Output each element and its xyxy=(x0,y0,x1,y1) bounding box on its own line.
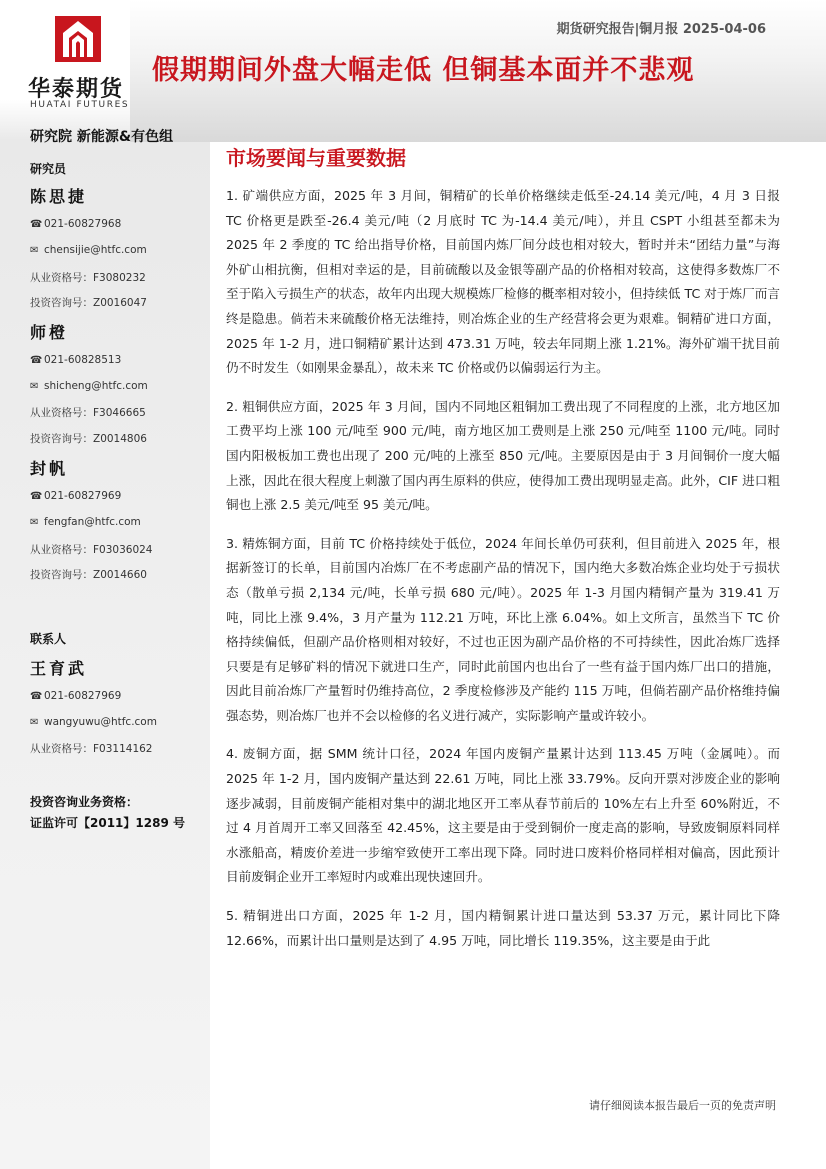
envelope-icon: ✉ xyxy=(30,245,39,256)
paragraph: 5. 精铜进出口方面，2025 年 1-2 月，国内精铜累计进口量达到 53.37 万元，累计同比下降 12.66%，而累计出口量则是达到了 4.95 万吨，同比增长 119.35%，这主要是由于此 xyxy=(226,908,780,948)
contact-phone: ☎ 021-60827969 xyxy=(30,690,122,702)
researcher-phone: ☎ 021-60828513 xyxy=(30,354,122,366)
contact-name: 王育武 xyxy=(30,659,88,678)
researcher-phone: ☎ 021-60827969 xyxy=(30,490,122,502)
department-label: 研究院 新能源&有色组 xyxy=(30,129,174,145)
section-title: 市场要闻与重要数据 xyxy=(226,146,406,170)
phone-icon: ☎ xyxy=(30,691,43,702)
researcher-qualification: 从业资格号：F03036024 xyxy=(30,544,153,556)
envelope-icon: ✉ xyxy=(30,717,39,728)
logo-name-en: HUATAI FUTURES xyxy=(30,100,130,110)
report-tag: 期货研究报告|铜月报 2025-04-06 xyxy=(556,22,766,37)
paragraph: 4. 废铜方面，据 SMM 统计口径，2024 年国内废铜产量累计达到 113.45 万吨（金属吨）。而 2025 年 1-2 月，国内废铜产量达到 22.61 万吨，同比上涨 33.79%。反向开票对涉废企业的影响逐步减弱，目前废铜产能相对集中的湖北地区开工率从春节前后的 10%左右上升至 60%附近，不过 4 月首周开工率又回落至 42.45%，这主要是由于受到铜价一度走高的影响，导致废铜原料同样水涨船高，精废价差进一步缩窄致使开工率出现下降。同时进口废料价格同样相对偏高，因此预计目前废铜企业开工率短时内或难出现快速回升。 xyxy=(226,746,780,885)
license-number: 证监许可【2011】1289 号 xyxy=(30,816,185,830)
researcher-consult-number: 投资咨询号：Z0016047 xyxy=(30,297,147,309)
paragraph: 3. 精炼铜方面，目前 TC 价格持续处于低位，2024 年间长单仍可获利，但目前进入 2025 年，根据新签订的长单，目前国内冶炼厂在不考虑副产品的情况下，国内绝大多数冶炼企业均处于亏损状态（散单亏损 2,134 元/吨，长单亏损 680 元/吨）。2025 年 1-3 月国内精铜产量为 319.41 万吨，同比上涨 9.4%，3 月产量为 112.21 万吨，环比上涨 6.04%。如上文所言，虽然当下 TC 价格持续偏低，但副产品价格则相对较好，不过也正因为副产品价格的不可持续性，因此冶炼厂选择只要是有足够矿料的情况下就进口生产，同时此前国内也出台了一些有益于国内炼厂出口的措施，因此目前冶炼厂产量暂时仍维持高位，2 季度检修涉及产能约 115 万吨，但倘若副产品价格维持偏强态势，则冶炼厂也并不会以检修的名义进行减产，实际影响产量或许较小。 xyxy=(226,535,780,723)
license-title: 投资咨询业务资格： xyxy=(30,795,139,809)
paragraph: 2. 粗铜供应方面，2025 年 3 月间，国内不同地区粗铜加工费出现了不同程度的上涨，北方地区加工费平均上涨 100 元/吨至 900 元/吨，南方地区加工费则是上涨 250 元/吨至 1100 元/吨。同时国内阳极板加工费也出现了 200 元/吨的上涨至 850 元/吨。主要原因是由于 3 月间铜价一度大幅上涨，因此在很大程度上刺激了国内再生原料的供应，使得加工费出现明显走高。此外，CIF 进口粗铜也上涨 2.5 美元/吨至 95 美元/吨。 xyxy=(226,398,780,513)
disclaimer-note: 请仔细阅读本报告最后一页的免责声明 xyxy=(589,1099,776,1112)
company-logo xyxy=(28,16,128,112)
researcher-name: 陈思捷 xyxy=(30,187,88,206)
researcher-qualification: 从业资格号：F3080232 xyxy=(30,272,146,284)
researcher-name: 封帆 xyxy=(30,459,69,478)
researcher-email: ✉ fengfan@htfc.com xyxy=(30,516,141,528)
contact-label: 联系人 xyxy=(30,632,67,646)
researcher-label: 研究员 xyxy=(30,162,67,176)
report-title: 假期期间外盘大幅走低 但铜基本面并不悲观 xyxy=(152,55,695,86)
huatai-logo-icon xyxy=(55,16,101,62)
phone-icon: ☎ xyxy=(30,219,43,230)
article-body xyxy=(226,184,780,967)
researcher-phone: ☎ 021-60827968 xyxy=(30,218,122,230)
envelope-icon: ✉ xyxy=(30,381,39,392)
phone-icon: ☎ xyxy=(30,491,43,502)
researcher-email: ✉ shicheng@htfc.com xyxy=(30,380,148,392)
contact-email: ✉ wangyuwu@htfc.com xyxy=(30,716,157,728)
researcher-consult-number: 投资咨询号：Z0014806 xyxy=(30,433,147,445)
researcher-name: 师橙 xyxy=(30,323,69,342)
phone-icon: ☎ xyxy=(30,355,43,366)
researcher-email: ✉ chensijie@htfc.com xyxy=(30,244,147,256)
logo-name-cn: 华泰期货 xyxy=(28,77,125,102)
researcher-qualification: 从业资格号：F3046665 xyxy=(30,407,146,419)
envelope-icon: ✉ xyxy=(30,517,39,528)
researcher-consult-number: 投资咨询号：Z0014660 xyxy=(30,569,147,581)
contact-qualification: 从业资格号：F03114162 xyxy=(30,743,153,755)
paragraph: 1. 矿端供应方面，2025 年 3 月间，铜精矿的长单价格继续走低至-24.14 美元/吨，4 月 3 日报 TC 价格更是跌至-26.4 美元/吨（2 月底时 TC 为-14.4 美元/吨），并且 CSPT 小组甚至都未为 2025 年 2 季度的 TC 给出指导价格，目前国内炼厂间分歧也相对较大，暂时并未“团结力量”与海外矿山相抗衡，但相对幸运的是，目前硫酸以及金银等副产品的价格相对较高，这使得多数炼厂不至于陷入亏损生产的状态，故年内出现大规模炼厂检修的概率相对较小，但持续低 TC 对于炼厂而言终是隐患。倘若未来硫酸价格无法维持，则冶炼企业的生产经营将会更为艰难。铜精矿进口方面，2025 年 1-2 月，进口铜精矿累计达到 473.31 万吨，较去年同期上涨 1.21%。海外矿端干扰目前仍不时发生（如刚果金暴乱），故未来 TC 价格或仍以偏弱运行为主。 xyxy=(226,188,780,376)
